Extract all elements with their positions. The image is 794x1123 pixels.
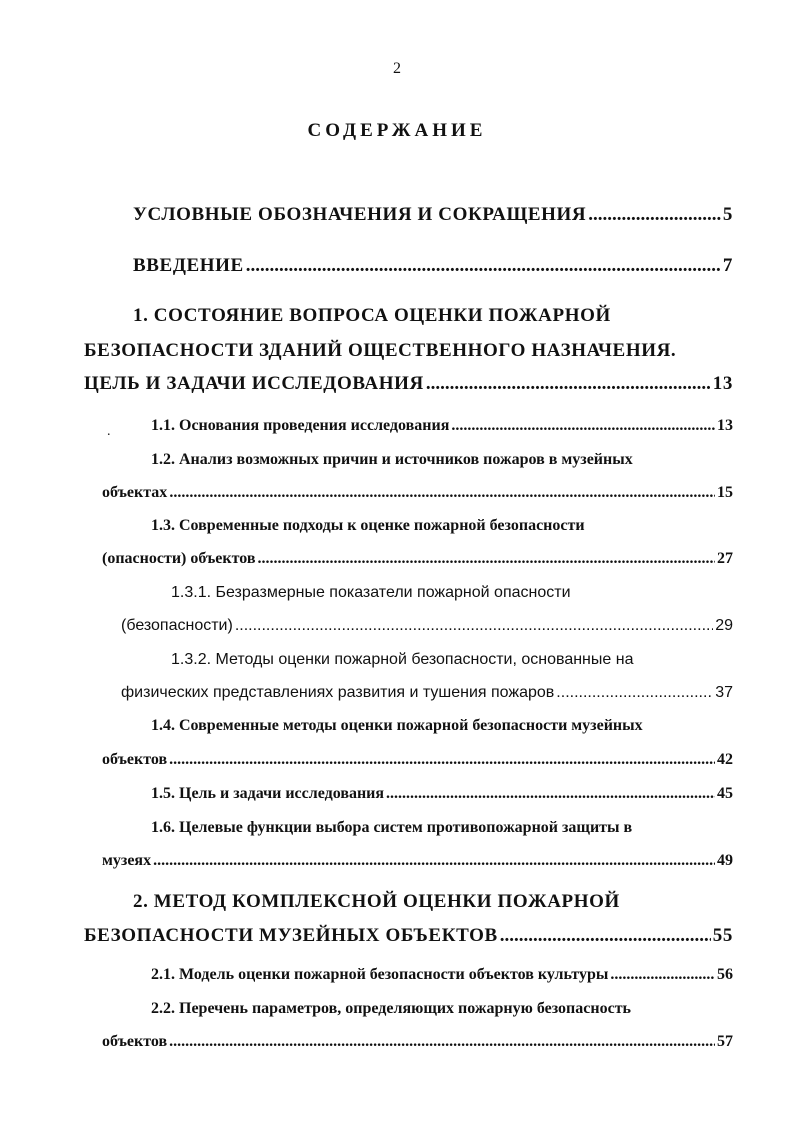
dot-leader: [169, 484, 715, 502]
toc-entry-1-3-1[interactable]: [121, 617, 733, 635]
entry-text: физических представлениях развития и тушения пожаров: [121, 684, 555, 701]
dot-leader: [426, 373, 711, 395]
dot-leader: [451, 417, 715, 435]
entry-page: 42: [717, 751, 733, 768]
entry-text: музеях: [102, 852, 152, 869]
toc-entry-1-6[interactable]: [102, 852, 733, 870]
toc-entry-chapter-1[interactable]: [84, 373, 733, 395]
entry-text: 1.1. Основания проведения исследования: [151, 417, 450, 434]
page-number: 2: [393, 60, 401, 77]
toc-entry-1-3-1-line-1: 1.3.1. Безразмерные показатели пожарной опасности: [171, 584, 571, 601]
entry-page: 13: [712, 373, 733, 394]
toc-entry-chapter-2[interactable]: [84, 925, 733, 947]
entry-text: объектов: [102, 1033, 168, 1050]
toc-entry-1-1[interactable]: [151, 417, 733, 435]
entry-text: УСЛОВНЫЕ ОБОЗНАЧЕНИЯ И СОКРАЩЕНИЯ: [133, 204, 587, 225]
toc-entry-2-2-line-1: 2.2. Перечень параметров, определяющих пожарную безопасность: [151, 1000, 632, 1017]
entry-page: 15: [717, 484, 733, 501]
entry-page: 29: [715, 617, 733, 634]
toc-entry-1-3-2-line-1: 1.3.2. Методы оценки пожарной безопасности, основанные на: [171, 651, 634, 668]
entry-page: 5: [722, 204, 733, 225]
entry-page: 57: [717, 1033, 733, 1050]
dot-leader: [386, 785, 715, 803]
toc-entry-1-4[interactable]: [102, 751, 733, 769]
entry-text: (безопасности): [121, 617, 233, 634]
dot-leader: [169, 1033, 715, 1051]
entry-page: 45: [717, 785, 733, 802]
dot-leader: [500, 925, 711, 947]
entry-page: 37: [715, 684, 733, 701]
toc-entry-1-3[interactable]: [102, 550, 733, 568]
toc-chapter-2-line-1: 2. МЕТОД КОМПЛЕКСНОЙ ОЦЕНКИ ПОЖАРНОЙ: [133, 891, 620, 912]
dot-leader: [169, 751, 715, 769]
entry-page: 13: [717, 417, 733, 434]
toc-entry-1-2-line-1: 1.2. Анализ возможных причин и источников пожаров в музейных: [151, 451, 633, 468]
toc-entry-1-2[interactable]: [102, 484, 733, 502]
entry-text: объектах: [102, 484, 168, 501]
dot-leader: [610, 966, 715, 984]
entry-page: 56: [717, 966, 733, 983]
dot-leader: [588, 204, 721, 226]
toc-chapter-1-line-1: 1. СОСТОЯНИЕ ВОПРОСА ОЦЕНКИ ПОЖАРНОЙ: [133, 305, 611, 326]
entry-text: ЦЕЛЬ И ЗАДАЧИ ИССЛЕДОВАНИЯ: [84, 373, 424, 394]
entry-text: объектов: [102, 751, 168, 768]
toc-entry-1-3-2[interactable]: [121, 684, 733, 702]
toc-chapter-1-line-2: БЕЗОПАСНОСТИ ЗДАНИЙ ОЩЕСТВЕННОГО НАЗНАЧЕНИЯ.: [84, 340, 677, 361]
toc-title: СОДЕРЖАНИЕ: [307, 120, 487, 141]
dot-leader: [153, 852, 715, 870]
entry-text: БЕЗОПАСНОСТИ МУЗЕЙНЫХ ОБЪЕКТОВ: [84, 925, 498, 946]
toc-entry-2-2[interactable]: [102, 1033, 733, 1051]
dot-leader: [556, 684, 713, 702]
toc-entry-introduction[interactable]: [133, 255, 733, 277]
toc-entry-1-5[interactable]: [151, 785, 733, 803]
toc-entry-1-4-line-1: 1.4. Современные методы оценки пожарной безопасности музейных: [151, 717, 643, 734]
stray-mark: .: [107, 424, 111, 439]
entry-text: ВВЕДЕНИЕ: [133, 255, 244, 276]
entry-page: 55: [712, 925, 733, 946]
toc-entry-2-1[interactable]: [151, 966, 733, 984]
toc-entry-abbreviations[interactable]: [133, 204, 733, 226]
toc-entry-1-3-line-1: 1.3. Современные подходы к оценке пожарной безопасности: [151, 517, 585, 534]
dot-leader: [246, 255, 721, 277]
entry-page: 27: [717, 550, 733, 567]
toc-entry-1-6-line-1: 1.6. Целевые функции выбора систем противопожарной защиты в: [151, 819, 633, 836]
dot-leader: [258, 550, 715, 568]
entry-text: (опасности) объектов: [102, 550, 256, 567]
dot-leader: [235, 617, 713, 635]
entry-text: 1.5. Цель и задачи исследования: [151, 785, 385, 802]
entry-page: 49: [717, 852, 733, 869]
entry-page: 7: [722, 255, 733, 276]
entry-text: 2.1. Модель оценки пожарной безопасности объектов культуры: [151, 966, 609, 983]
